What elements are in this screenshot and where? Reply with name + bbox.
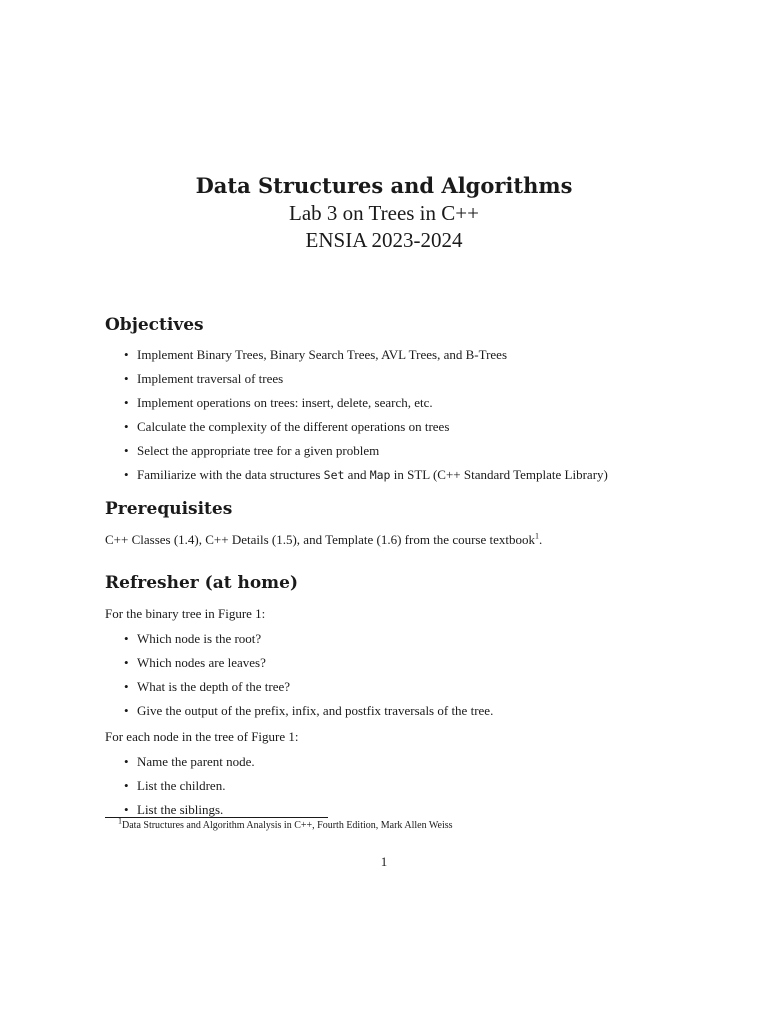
list-item-text: Give the output of the prefix, infix, and postfix traversals of the tree.: [137, 703, 494, 718]
footnote-divider: [105, 817, 328, 818]
bullet-icon: •: [124, 443, 129, 458]
code-map: Map: [369, 468, 391, 482]
footnote-text: Data Structures and Algorithm Analysis in C++, Fourth Edition, Mark Allen Weiss: [122, 820, 453, 831]
bullet-icon: •: [124, 802, 129, 817]
prerequisites-heading: Prerequisites: [105, 499, 233, 519]
objectives-section: [105, 312, 665, 490]
list-item-text: Name the parent node.: [137, 754, 255, 769]
list-item: [105, 370, 665, 394]
bullet-icon: •: [124, 631, 129, 646]
refresher-heading: Refresher (at home): [105, 573, 299, 593]
refresher-list-2: [105, 753, 665, 825]
bullet-icon: •: [124, 754, 129, 769]
list-item-text: List the children.: [137, 778, 226, 793]
list-item-text: Calculate the complexity of the different operations on trees: [137, 419, 450, 434]
list-item: [105, 678, 665, 702]
footnote: [118, 816, 453, 833]
list-item: [105, 466, 665, 490]
list-item-text: Implement operations on trees: insert, delete, search, etc.: [137, 395, 433, 410]
list-item-text: in STL (C++ Standard Template Library): [390, 467, 608, 482]
bullet-icon: •: [124, 347, 129, 362]
list-item-text: Implement traversal of trees: [137, 371, 284, 386]
bullet-icon: •: [124, 467, 129, 482]
bullet-icon: •: [124, 655, 129, 670]
list-item-text: Select the appropriate tree for a given problem: [137, 443, 380, 458]
document-subtitle: Lab 3 on Trees in C++: [289, 201, 479, 225]
bullet-icon: •: [124, 371, 129, 386]
list-item-text: What is the depth of the tree?: [137, 679, 291, 694]
bullet-icon: •: [124, 395, 129, 410]
refresher-intro-1: For the binary tree in Figure 1:: [105, 606, 266, 621]
page-number: 1: [380, 854, 388, 869]
bullet-icon: •: [124, 419, 129, 434]
list-item-text: Familiarize with the data structures: [137, 467, 324, 482]
list-item-text: List the siblings.: [137, 802, 224, 817]
sentence-end: .: [539, 532, 543, 547]
refresher-list-1: [105, 630, 665, 726]
code-set: Set: [323, 468, 345, 482]
prerequisites-section: [105, 496, 665, 549]
list-item: [105, 442, 665, 466]
list-item: [105, 394, 665, 418]
objectives-heading: Objectives: [105, 315, 204, 335]
list-item-text: Which node is the root?: [137, 631, 262, 646]
document-institution: ENSIA 2023-2024: [305, 228, 463, 252]
refresher-intro-2: For each node in the tree of Figure 1:: [105, 729, 299, 744]
list-item: [105, 418, 665, 442]
bullet-icon: •: [124, 778, 129, 793]
footnote-reference[interactable]: 1: [535, 531, 540, 541]
list-item: [105, 753, 665, 777]
list-item: [105, 654, 665, 678]
document-title: Data Structures and Algorithms: [195, 173, 573, 198]
refresher-section: [105, 570, 665, 825]
list-item-text: Which nodes are leaves?: [137, 655, 266, 670]
footnote-mark: 1: [118, 816, 122, 826]
prerequisites-body: C++ Classes (1.4), C++ Details (1.5), and Template (1.6) from the course textbook: [105, 532, 536, 547]
list-item-text: and: [344, 467, 370, 482]
prerequisites-text: [105, 531, 665, 549]
document-body: [105, 312, 665, 825]
list-item: [105, 630, 665, 654]
bullet-icon: •: [124, 703, 129, 718]
title-block: [0, 172, 768, 254]
list-item-text: Implement Binary Trees, Binary Search Trees, AVL Trees, and B-Trees: [137, 347, 508, 362]
list-item: [105, 777, 665, 801]
bullet-icon: •: [124, 679, 129, 694]
list-item: [105, 346, 665, 370]
objectives-list: [105, 346, 665, 490]
list-item: [105, 702, 665, 726]
